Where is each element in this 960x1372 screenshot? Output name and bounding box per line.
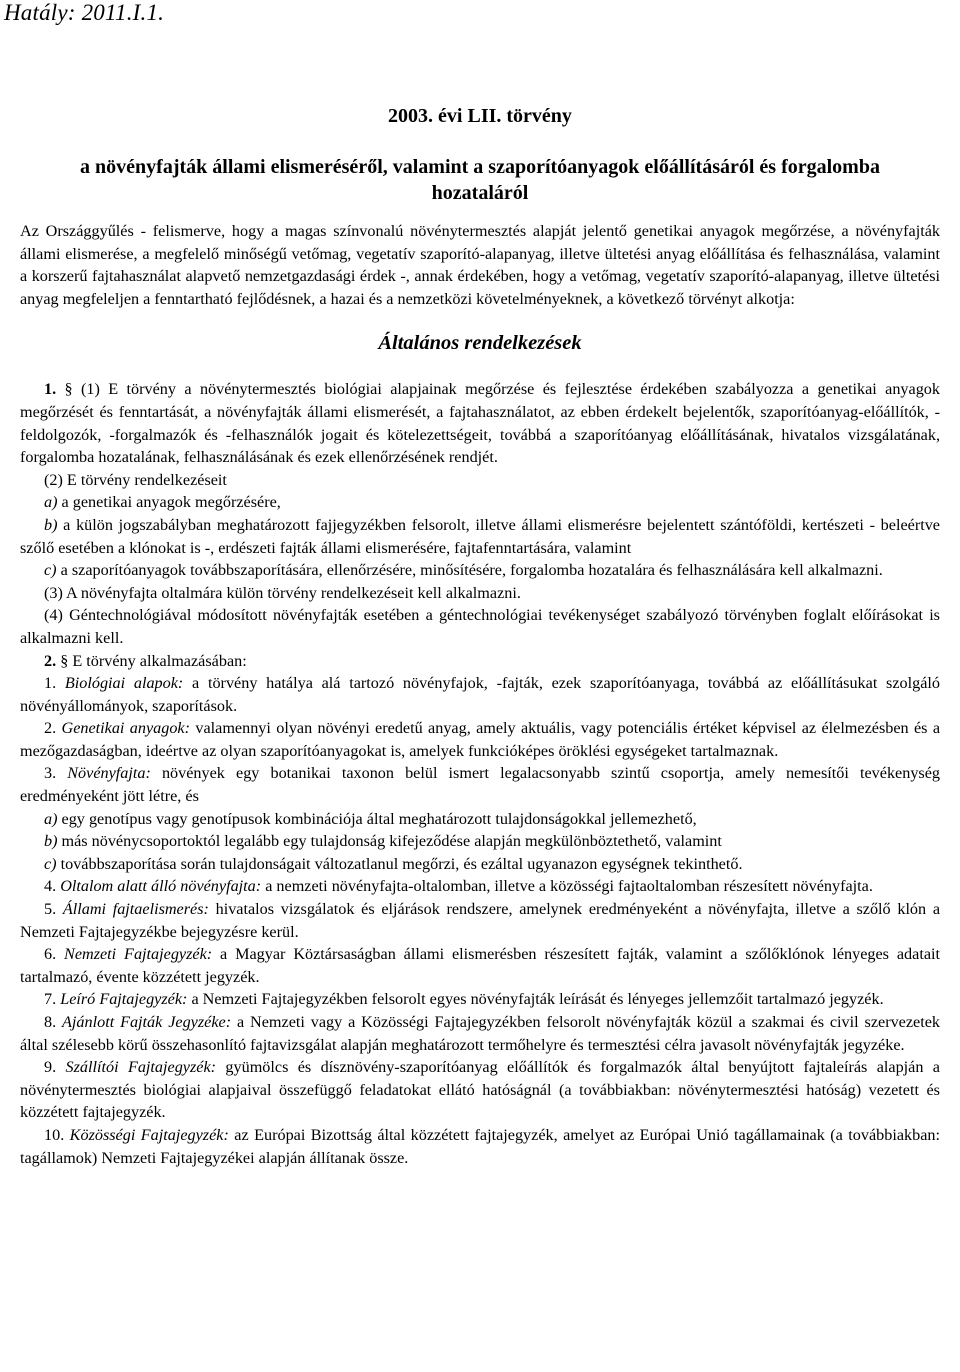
list-item-a bbox=[20, 491, 940, 514]
definition-number: 7. bbox=[44, 990, 61, 1009]
definition-text: az Európai Bizottság által közzétett fajtajegyzék, amelyet az Európai Unió tagállamainak (a továbbiakban: tagállamok) Nemzeti Fajtajegyzékei alapján állítanak össze. bbox=[20, 1125, 940, 1167]
definition-6 bbox=[20, 943, 940, 988]
definition-term: Genetikai anyagok: bbox=[61, 719, 191, 738]
item-label: a) bbox=[44, 493, 58, 512]
item-label: c) bbox=[44, 561, 57, 580]
definition-number: 3. bbox=[44, 764, 68, 783]
paragraph-text: E törvény alkalmazásában: bbox=[72, 651, 247, 670]
definition-term: Leíró Fajtajegyzék: bbox=[60, 990, 188, 1009]
definition-term: Szállítói Fajtajegyzék: bbox=[65, 1058, 217, 1077]
section-heading-general: Általános rendelkezések bbox=[378, 332, 582, 355]
definition-term: Növényfajta: bbox=[67, 764, 151, 783]
definition-number: 8. bbox=[44, 1013, 63, 1031]
definition-2 bbox=[20, 717, 940, 762]
item-label: c) bbox=[44, 854, 57, 873]
paragraph-text: (1) E törvény a növénytermesztés biológiai alapjainak megőrzése és fejlesztése érdekében szabályozza a genetikai anyagok megőrzését és fenntartását, a növényfajták állami elismerését, a fajtahasználatot, az ebben érdekelt bejelentők, szaporítóanyag-előállítók, -feldolgozók, -forgalmazók és -felhasználók jogait és kötelezettségeit, továbbá a szaporítóanyag előállításának, hivatalos vizsgálatának, forgalomba hozatalának, felhasználásának és ezek ellenőrzésének rendjét. bbox=[20, 380, 940, 467]
item-label: b) bbox=[44, 515, 58, 534]
definition-text: a nemzeti növényfajta-oltalomban, illetve a közösségi fajtaoltalomban részesített növényfajta. bbox=[261, 877, 873, 896]
section-1-para-1 bbox=[20, 378, 940, 468]
item-text: a szaporítóanyagok továbbszaporítására, ellenőrzésére, minősítésére, forgalomba hozatalára és felhasználására kell alkalmazni. bbox=[56, 561, 883, 580]
item-label: a) bbox=[44, 809, 58, 828]
definition-3-item-c bbox=[20, 853, 940, 876]
definition-7 bbox=[20, 988, 940, 1011]
section-number: 1. bbox=[44, 380, 65, 399]
definition-number: 1. bbox=[44, 674, 65, 693]
definition-term: Biológiai alapok: bbox=[64, 674, 184, 693]
definition-term: Oltalom alatt álló növényfajta: bbox=[60, 877, 262, 896]
preamble: Az Országgyűlés - felismerve, hogy a magas színvonalú növénytermesztés alapját jelentő genetikai anyagok megőrzése, a növényfajták állami elismerése, a megfelelő minőségű vetőmag, vegetatív szaporító-alapanyag, illetve ültetési anyag előállítása és felhasználása, valamint a korszerű fajtahasználat alapvető nemzetgazdasági érdek -, annak érdekében, hogy a vetőmag, vegetatív szaporító-alapanyag, illetve ültetési anyag megfeleljen a fenntartható fejlődésnek, a hazai és a nemzetközi követelményeknek, a következő törvényt alkotja: bbox=[20, 222, 940, 308]
definition-number: 10. bbox=[44, 1125, 70, 1144]
definition-term: Állami fajtaelismerés: bbox=[62, 900, 209, 919]
section-number: 2. bbox=[44, 651, 61, 670]
section-2-intro bbox=[20, 650, 940, 673]
definition-text: a Nemzeti Fajtajegyzékben felsorolt egyes növényfajták leírását és lényeges jellemzőit tartalmazó jegyzék. bbox=[187, 990, 884, 1009]
definition-8 bbox=[20, 1011, 940, 1056]
definition-5 bbox=[20, 898, 940, 943]
section-1-para-2: (2) E törvény rendelkezéseit bbox=[44, 470, 227, 489]
definition-3-item-a bbox=[20, 808, 940, 831]
section-1-para-4: (4) Géntechnológiával módosított növényfajták esetében a géntechnológiai tevékenységet szabályozó törvényben foglalt előírásokat is alkalmazni kell. bbox=[20, 606, 940, 647]
definition-text: a Nemzeti vagy a Közösségi Fajtajegyzékben felsorolt növényfajták közül a szakmai és civil szervezetek által szélesebb körű összehasonlító fajtavizsgálat alapján meghatározott termőhelyre és termesztési célra javasolt növényfajták jegyzéke. bbox=[20, 1013, 941, 1054]
definition-1 bbox=[20, 672, 940, 717]
definition-4 bbox=[20, 875, 940, 898]
section-1-para-3: (3) A növényfajta oltalmára külön törvény rendelkezéseit kell alkalmazni. bbox=[44, 583, 521, 602]
item-text: továbbszaporítása során tulajdonságait változatlanul megőrzi, és ezáltal ugyanazon egységnek tekinthető. bbox=[56, 854, 743, 873]
definition-text: hivatalos vizsgálatok és eljárások rendszere, amelynek eredményeként a növényfajta, illetve a szőlő klón a Nemzeti Fajtajegyzékbe bejegyzésre kerül. bbox=[20, 900, 941, 941]
section-sign-icon: § bbox=[64, 380, 73, 399]
definition-term: Ajánlott Fajták Jegyzéke: bbox=[62, 1013, 232, 1031]
definition-number: 5. bbox=[44, 900, 63, 919]
definition-number: 4. bbox=[44, 877, 61, 896]
definition-text: a Magyar Köztársaságban állami elismerésben részesített fajták, valamint a szőlőklónok lényeges adatait tartalmazó, évente közzétett jegyzék. bbox=[20, 945, 941, 986]
law-subject-title: a növényfajták állami elismeréséről, valamint a szaporítóanyagok előállításáról és forgalomba hozataláról bbox=[80, 156, 880, 204]
section-sign-icon: § bbox=[60, 651, 69, 670]
definition-text: valamennyi olyan növényi eredetű anyag, amely aktuális, vagy potenciális értéket képvisel az élelmezésben és a mezőgazdaságban, ideértve az olyan szaporítóanyagokat is, amelyek funkcióképes öröklési egységeket tartalmaznak. bbox=[20, 719, 941, 760]
definition-3-item-b bbox=[20, 830, 940, 853]
definition-term: Közösségi Fajtajegyzék: bbox=[69, 1125, 229, 1144]
item-text: a külön jogszabályban meghatározott fajjegyzékben felsorolt, illetve állami elismerésre bejelentett szántóföldi, kertészeti - beleértve szőlő esetében a klónokat is -, erdészeti fajták állami elismerésére, fajtafenntartására, valamint bbox=[20, 515, 940, 557]
definition-text: gyümölcs és dísznövény-szaporítóanyag előállítók és forgalmazók által benyújtott fajtaleírás alapján a növénytermesztés biológiai alapjaival összefüggő feladatokat ellátó hatóságnál (a továbbiakban: növénytermesztési hatóság) vezetett és közzétett fajtajegyzék. bbox=[20, 1058, 940, 1122]
law-document bbox=[20, 100, 940, 1169]
definition-text: növények egy botanikai taxonon belül ismert legalacsonyabb szintű csoportja, amely nemesítői tevékenység eredményeként jött létre, és bbox=[20, 764, 940, 806]
item-text: más növénycsoportoktól legalább egy tulajdonság kifejeződése alapján megkülönböztethető, valamint bbox=[57, 832, 722, 851]
item-text: egy genotípus vagy genotípusok kombinációja által meghatározott tulajdonságokkal jellemezhető, bbox=[57, 809, 697, 828]
definition-term: Nemzeti Fajtajegyzék: bbox=[64, 945, 213, 964]
definition-10 bbox=[20, 1124, 940, 1169]
definition-text: a törvény hatálya alá tartozó növényfajok, -fajták, ezek szaporítóanyaga, továbbá az előállításukat szolgáló növényállományok, szaporítások. bbox=[20, 674, 940, 715]
list-item-b bbox=[20, 514, 940, 559]
law-number-title: 2003. évi LII. törvény bbox=[388, 105, 572, 127]
list-item-c bbox=[20, 559, 940, 582]
definition-number: 6. bbox=[44, 945, 65, 964]
definition-number: 2. bbox=[44, 719, 62, 738]
definition-9 bbox=[20, 1056, 940, 1124]
item-text: a genetikai anyagok megőrzésére, bbox=[57, 493, 281, 512]
item-label: b) bbox=[44, 832, 58, 851]
definition-number: 9. bbox=[44, 1058, 66, 1077]
effective-date-header: Hatály: 2011.I.1. bbox=[4, 0, 165, 25]
definition-3 bbox=[20, 762, 940, 807]
